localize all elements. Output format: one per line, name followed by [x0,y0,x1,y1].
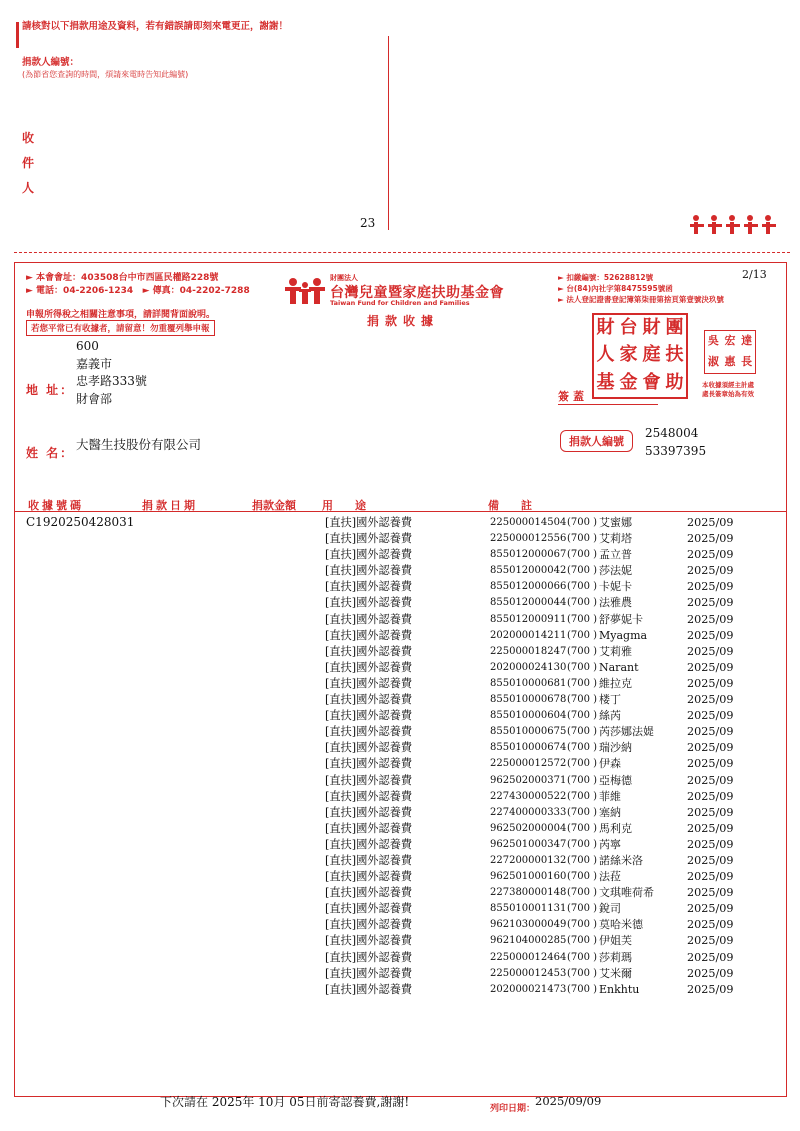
row-name: Narant [599,660,639,674]
row-code: 855012000042 [490,565,567,577]
row-type: (700 ) [567,838,598,850]
row-month: 2025/09 [687,725,734,739]
org-phone-fax [26,285,250,298]
row-name: 莎莉瑪 [599,950,632,964]
row-purpose: [直扶]國外認養費 [325,789,413,803]
row-name: 芮寧 [599,837,621,851]
row-month: 2025/09 [687,821,734,835]
row-type: (700 ) [567,790,598,802]
row-month: 2025/09 [687,805,734,819]
row-code: 227380000148 [490,887,567,899]
table-row [325,756,755,772]
row-code: 225000014504 [490,517,567,528]
row-purpose: [直扶]國外認養費 [325,644,413,658]
row-purpose: [直扶]國外認養費 [325,660,413,674]
table-row [325,692,755,708]
row-type: (700 ) [567,822,598,834]
row-purpose: [直扶]國外認養費 [325,918,413,932]
row-month: 2025/09 [687,516,734,529]
donor-number-values [645,424,706,460]
row-month: 2025/09 [687,612,734,626]
table-row [325,724,755,740]
row-month: 2025/09 [687,532,734,546]
row-type: (700 ) [567,694,598,706]
row-name: 伊森 [599,757,621,771]
row-purpose: [直扶]國外認養費 [325,516,413,529]
row-month: 2025/09 [687,709,734,723]
page-number: 23 [360,216,376,230]
header-remark: 備 註 [488,499,532,512]
row-purpose: [直扶]國外認養費 [325,886,413,900]
row-purpose: [直扶]國外認養費 [325,982,413,996]
recipient-char: 人 [22,181,35,195]
row-code: 227400000333 [490,806,567,818]
row-code: 225000012572 [490,758,567,770]
row-type: (700 ) [567,677,598,689]
table-row [325,933,755,949]
row-code: 962501000160 [490,871,567,883]
row-code: 202000014211 [490,629,567,641]
row-code: 962501000347 [490,838,567,850]
address-label: 地 址： [26,383,75,397]
recipient-char: 收 [22,131,35,145]
row-name: 菲維 [599,789,621,803]
duplicate-warning: 若您平常已有收據者，請留意！勿重覆列舉申報 [26,320,215,336]
table-row [325,563,755,579]
row-code: 962104000285 [490,935,567,947]
next-payment-message: 下次請在 2025年 10月 05日前寄認養費,謝謝! [160,1095,410,1109]
header-purpose: 用 途 [322,499,366,512]
row-type: (700 ) [567,517,598,528]
row-name: 絲芮 [599,709,621,723]
row-name: 文琪唯荷希 [599,886,654,900]
donor-number-label: 捐款人編號： [22,57,80,68]
row-month: 2025/09 [687,837,734,851]
row-code: 225000018247 [490,645,567,657]
row-type: (700 ) [567,919,598,931]
row-month: 2025/09 [687,886,734,900]
row-month: 2025/09 [687,918,734,932]
row-month: 2025/09 [687,596,734,610]
row-month: 2025/09 [687,773,734,787]
org-address: ► 本會會址：403508台中市西區民權路228號 [26,273,219,283]
row-purpose: [直扶]國外認養費 [325,532,413,546]
row-code: 855012000911 [490,613,567,625]
chairman-seal-stamp: 吳 宏 達 淑 惠 長 [704,330,756,374]
row-type: (700 ) [567,581,598,593]
row-code: 962502000371 [490,774,567,786]
row-month: 2025/09 [687,902,734,916]
verify-notice: 請核對以下捐款用途及資料，若有錯誤請即刻來電更正，謝謝！ [22,21,289,32]
fold-line [388,36,389,230]
org-name: 台灣兒童暨家庭扶助基金會 [330,285,504,301]
row-type: (700 ) [567,710,598,722]
row-name: 維拉克 [599,676,632,690]
row-code: 227430000522 [490,790,567,802]
donor-address [76,338,147,408]
row-type: (700 ) [567,774,598,786]
row-purpose: [直扶]國外認養費 [325,966,413,980]
row-purpose: [直扶]國外認養費 [325,628,413,642]
row-name: 卡妮卡 [599,580,632,594]
postal-code: 600 [76,339,99,353]
table-row [325,660,755,676]
row-name: 馬利克 [599,821,632,835]
row-type: (700 ) [567,887,598,899]
row-name: 舒夢妮卡 [599,612,643,626]
row-name: 瑞沙納 [599,741,632,755]
table-row [325,982,755,998]
row-name: 諾絲米洛 [599,853,643,867]
row-type: (700 ) [567,549,598,561]
address-city: 嘉義市 [76,356,113,371]
row-type: (700 ) [567,533,598,545]
row-name: 孟立普 [599,548,632,562]
row-type: (700 ) [567,726,598,738]
header-date: 捐款日期 [142,499,198,512]
donor-number-note: (為節省您查詢的時間，煩請來電時告知此編號) [22,70,189,79]
row-month: 2025/09 [687,693,734,707]
table-row [325,805,755,821]
header-divider [15,511,786,512]
print-date-label: 列印日期： [490,1104,536,1114]
row-code: 855010000675 [490,726,567,738]
row-month: 2025/09 [687,580,734,594]
table-row [325,917,755,933]
row-name: 法雅農 [599,596,632,610]
row-type: (700 ) [567,629,598,641]
row-month: 2025/09 [687,934,734,948]
table-row [325,708,755,724]
row-month: 2025/09 [687,548,734,562]
row-type: (700 ) [567,565,598,577]
table-row [325,901,755,917]
row-code: 855010000678 [490,694,567,706]
donation-rows [325,515,755,998]
row-month: 2025/09 [687,789,734,803]
row-name: 莫哈米德 [599,918,643,932]
recipient-label [22,126,36,201]
sign-label: 簽蓋 [558,388,658,405]
row-month: 2025/09 [687,966,734,980]
row-purpose: [直扶]國外認養費 [325,693,413,707]
row-month: 2025/09 [687,853,734,867]
row-purpose: [直扶]國外認養費 [325,870,413,884]
row-month: 2025/09 [687,950,734,964]
row-code: 202000021473 [490,983,567,995]
row-purpose: [直扶]國外認養費 [325,548,413,562]
withholding-number: ► 扣繳編號：52628812號 [558,273,654,282]
row-purpose: [直扶]國外認養費 [325,676,413,690]
row-purpose: [直扶]國外認養費 [325,564,413,578]
row-name: 艾米爾 [599,966,632,980]
row-purpose: [直扶]國外認養費 [325,821,413,835]
org-registration-info [558,272,724,305]
row-code: 225000012464 [490,951,567,963]
header-amount: 捐款金額 [252,499,296,512]
row-code: 855010000604 [490,710,567,722]
org-phone: ► 電話：04-2206-1234 [26,286,134,296]
org-type: 財團法人 [330,274,358,282]
table-row [325,676,755,692]
table-row [325,628,755,644]
org-name-en: Taiwan Fund for Children and Families [330,299,470,307]
row-code: 962103000049 [490,919,567,931]
row-name: 伊姐芙 [599,934,632,948]
row-code: 855010000674 [490,742,567,754]
table-row [325,950,755,966]
row-purpose: [直扶]國外認養費 [325,837,413,851]
org-logo-icon [285,276,325,306]
table-row [325,853,755,869]
row-code: 855012000066 [490,581,567,593]
row-code: 227200000132 [490,854,567,866]
row-purpose: [直扶]國外認養費 [325,741,413,755]
address-street: 忠孝路333號 [76,374,147,388]
row-month: 2025/09 [687,757,734,771]
tax-note: 申報所得稅之相關注意事項，請詳閱背面說明。 [26,310,216,320]
row-purpose: [直扶]國外認養費 [325,709,413,723]
row-month: 2025/09 [687,564,734,578]
row-type: (700 ) [567,806,598,818]
table-row [325,612,755,628]
org-fax: ► 傳真：04-2202-7288 [142,286,250,296]
table-row [325,773,755,789]
row-name: 艾莉塔 [599,532,632,546]
people-logo-strip-icon [690,213,782,237]
row-month: 2025/09 [687,660,734,674]
document-title: 捐款收據 [367,314,440,328]
row-type: (700 ) [567,758,598,770]
row-purpose: [直扶]國外認養費 [325,805,413,819]
row-name: 塞納 [599,805,621,819]
table-row [325,740,755,756]
row-purpose: [直扶]國外認養費 [325,902,413,916]
table-row [325,885,755,901]
recipient-char: 件 [22,156,35,170]
row-type: (700 ) [567,742,598,754]
row-purpose: [直扶]國外認養費 [325,725,413,739]
row-code: 225000012453 [490,967,567,979]
table-row [325,515,755,531]
permit-number: ► 台(84)內社字第8475595號函 [558,284,673,293]
name-label: 姓 名： [26,446,75,460]
row-code: 202000024130 [490,661,567,673]
row-type: (700 ) [567,661,598,673]
row-name: 艾蜜娜 [599,516,632,529]
row-name: Myagma [599,628,648,642]
row-code: 855010001131 [490,903,567,915]
row-name: 銳司 [599,902,621,916]
row-name: 法菈 [599,870,621,884]
org-seal-stamp: 財 台 財 團 人 家 庭 扶 基 金 會 助 [592,313,688,399]
row-type: (700 ) [567,597,598,609]
row-name: 莎法妮 [599,564,632,578]
row-purpose: [直扶]國外認養費 [325,612,413,626]
row-purpose: [直扶]國外認養費 [325,853,413,867]
address-dept: 財會部 [76,391,113,406]
row-code: 855012000044 [490,597,567,609]
row-name: 楼丁 [599,693,621,707]
donor-number-1: 2548004 [645,426,699,440]
row-type: (700 ) [567,935,598,947]
table-row [325,579,755,595]
row-code: 962502000004 [490,822,567,834]
row-purpose: [直扶]國外認養費 [325,757,413,771]
row-type: (700 ) [567,983,598,995]
table-row [325,837,755,853]
row-month: 2025/09 [687,870,734,884]
row-type: (700 ) [567,967,598,979]
row-type: (700 ) [567,871,598,883]
print-date: 2025/09/09 [535,1094,602,1108]
table-row [325,531,755,547]
table-row [325,644,755,660]
table-row [325,789,755,805]
row-month: 2025/09 [687,628,734,642]
donor-number-2: 53397395 [645,444,707,458]
row-purpose: [直扶]國外認養費 [325,934,413,948]
table-row [325,595,755,611]
row-month: 2025/09 [687,644,734,658]
row-name: 艾莉雅 [599,644,632,658]
row-type: (700 ) [567,854,598,866]
seal-validity-note: 本收據須經主計處 處長簽章始為有效 [702,381,754,398]
row-type: (700 ) [567,951,598,963]
row-purpose: [直扶]國外認養費 [325,950,413,964]
header-receipt-no: 收據號碼 [28,499,84,512]
row-month: 2025/09 [687,741,734,755]
row-name: 亞梅德 [599,773,632,787]
page-index: 2/13 [742,268,767,281]
row-type: (700 ) [567,903,598,915]
row-purpose: [直扶]國外認養費 [325,596,413,610]
table-row [325,821,755,837]
row-month: 2025/09 [687,676,734,690]
row-month: 2025/09 [687,982,734,996]
row-type: (700 ) [567,613,598,625]
row-type: (700 ) [567,645,598,657]
row-code: 855012000067 [490,549,567,561]
row-name: 芮莎娜法媞 [599,725,654,739]
donor-name: 大醫生技股份有限公司 [76,437,202,452]
row-purpose: [直扶]國外認養費 [325,580,413,594]
row-purpose: [直扶]國外認養費 [325,773,413,787]
accent-bar [16,22,19,48]
table-row [325,966,755,982]
row-code: 855010000681 [490,677,567,689]
donor-number-box-label: 捐款人編號 [560,430,633,452]
table-row [325,869,755,885]
row-code: 225000012556 [490,533,567,545]
registration-number: ► 法人登記證書登記簿第柒冊第捨頁第壹號決玖號 [558,295,724,304]
row-name: Enkhtu [599,982,640,996]
receipt-number: C1920250428031 [26,515,135,529]
table-row [325,547,755,563]
tear-line [14,252,790,253]
org-contact [26,272,250,298]
